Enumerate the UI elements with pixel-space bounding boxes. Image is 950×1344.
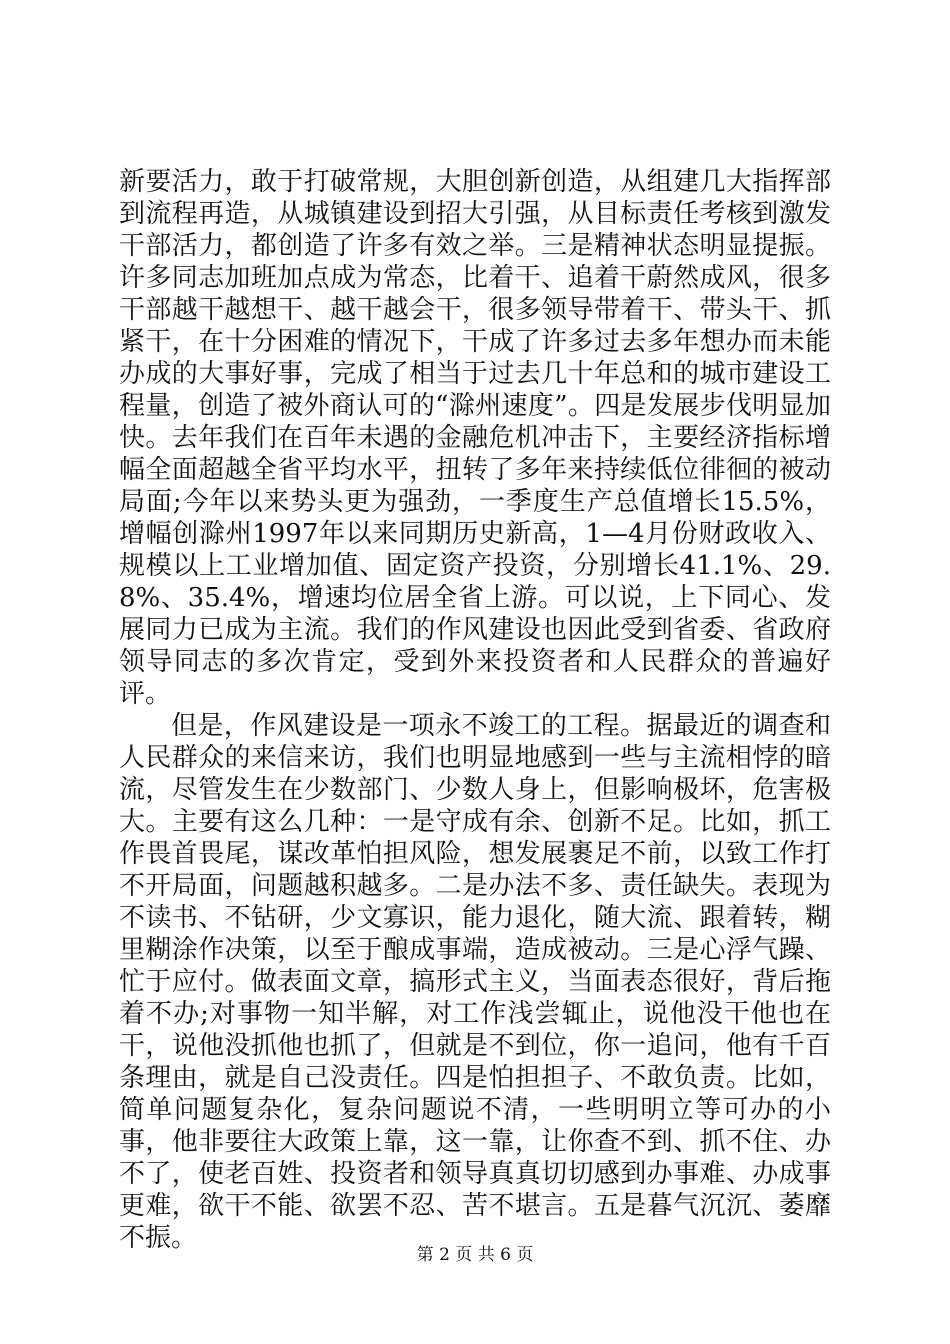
- document-body: [119, 166, 831, 1254]
- page-footer: 第 2 页 共 6 页: [416, 1245, 534, 1265]
- paragraph-1: 新要活力，敢于打破常规，大胆创新创造，从组建几大指挥部到流程再造，从城镇建设到招大引强，从目标责任考核到激发干部活力，都创造了许多有效之举。三是精神状态明显提振。许多同志加班加点成为常态，比着干、追着干蔚然成风，很多干部越干越想干、越干越会干，很多领导带着干、带头干、抓紧干，在十分困难的情况下，干成了许多过去多年想办而未能办成的大事好事，完成了相当于过去几十年总和的城市建设工程量，创造了被外商认可的“滁州速度”。四是发展步伐明显加快。去年我们在百年未遇的金融危机冲击下，主要经济指标增幅全面超越全省平均水平，扭转了多年来持续低位徘徊的被动局面;今年以来势头更为强劲，一季度生产总值增长15.5%，增幅创滁州1997年以来同期历史新高，1—4月份财政收入、规模以上工业增加值、固定资产投资，分别增长41.1%、29.8%、35.4%，增速均位居全省上游。可以说，上下同心、发展同力已成为主流。我们的作风建设也因此受到省委、省政府领导同志的多次肯定，受到外来投资者和人民群众的普遍好评。: [119, 167, 831, 709]
- paragraph-2: 但是，作风建设是一项永不竣工的工程。据最近的调查和人民群众的来信来访，我们也明显地感到一些与主流相悖的暗流，尽管发生在少数部门、少数人身上，但影响极坏，危害极大。主要有这么几种：一是守成有余、创新不足。比如，抓工作畏首畏尾，谋改革怕担风险，想发展裹足不前，以致工作打不开局面，问题越积越多。二是办法不多、责任缺失。表现为不读书、不钻研，少文寡识，能力退化，随大流、跟着转，糊里糊涂作决策，以至于酿成事端，造成被动。三是心浮气躁、忙于应付。做表面文章，搞形式主义，当面表态很好，背后拖着不办;对事物一知半解，对工作浅尝辄止，说他没干他也在干，说他没抓他也抓了，但就是不到位，你一追问，他有千百条理由，就是自己没责任。四是怕担担子、不敢负责。比如，简单问题复杂化，复杂问题说不清，一些明明立等可办的小事，他非要往大政策上靠，这一靠，让你查不到、抓不住、办不了，使老百姓、投资者和领导真真切切感到办事难、办成事更难，欲干不能、欲罢不忍、苦不堪言。五是暮气沉沉、萎靡不振。: [119, 711, 831, 1253]
